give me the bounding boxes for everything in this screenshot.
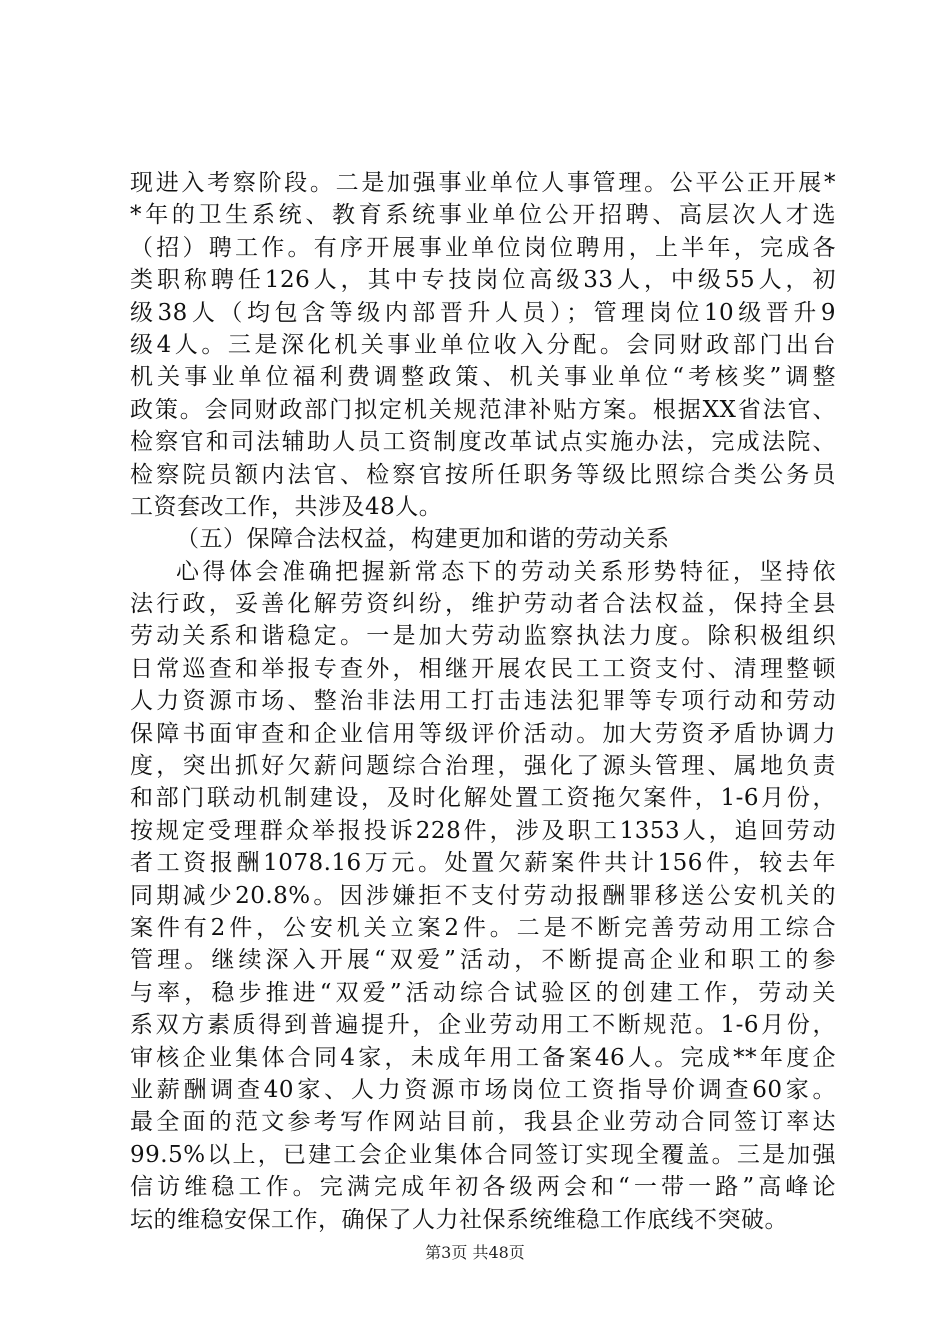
document-body xyxy=(130,167,836,1236)
text-line: 信访维稳工作。完满完成年初各级两会和“一带一路”高峰论 xyxy=(130,1174,836,1201)
text-line: 检察院员额内法官、检察官按所任职务等级比照综合类公务员 xyxy=(130,461,836,488)
text-line: 劳动关系和谐稳定。一是加大劳动监察执法力度。除积极组织 xyxy=(130,623,836,650)
text-line: 审核企业集体合同4家，未成年用工备案46人。完成**年度企 xyxy=(130,1044,836,1071)
text-line: （招）聘工作。有序开展事业单位岗位聘用，上半年，完成各 xyxy=(130,234,836,261)
text-line: 检察官和司法辅助人员工资制度改革试点实施办法，完成法院、 xyxy=(130,429,836,456)
text-line: 业薪酬调查40家、人力资源市场岗位工资指导价调查60家。 xyxy=(130,1076,836,1103)
text-line: 机关事业单位福利费调整政策、机关事业单位“考核奖”调整 xyxy=(130,364,836,391)
page-footer: 第3页 共48页 xyxy=(425,1243,525,1262)
text-line: 与率，稳步推进“双爱”活动综合试验区的创建工作，劳动关 xyxy=(130,979,836,1006)
text-line: 日常巡查和举报专查外，相继开展农民工工资支付、清理整顿 xyxy=(130,655,836,682)
text-line: 和部门联动机制建设，及时化解处置工资拖欠案件，1-6月份， xyxy=(130,785,836,812)
section-heading: （五）保障合法权益，构建更加和谐的劳动关系 xyxy=(176,526,670,553)
text-line: 工资套改工作，共涉及48人。 xyxy=(130,493,443,520)
text-line: 管理。继续深入开展“双爱”活动，不断提高企业和职工的参 xyxy=(130,947,836,974)
text-line: 类职称聘任126人，其中专技岗位高级33人，中级55人，初 xyxy=(130,267,836,294)
text-line: 同期减少20.8%。因涉嫌拒不支付劳动报酬罪移送公安机关的 xyxy=(130,882,836,909)
text-line: 坛的维稳安保工作，确保了人力社保系统维稳工作底线不突破。 xyxy=(130,1206,788,1233)
text-line: 人力资源市场、整治非法用工打击违法犯罪等专项行动和劳动 xyxy=(130,688,836,715)
text-line: *年的卫生系统、教育系统事业单位公开招聘、高层次人才选 xyxy=(130,202,836,229)
text-line: 法行政，妥善化解劳资纠纷，维护劳动者合法权益，保持全县 xyxy=(130,591,836,618)
text-line: 政策。会同财政部门拟定机关规范津补贴方案。根据XX省法官、 xyxy=(130,396,836,423)
text-line: 按规定受理群众举报投诉228件，涉及职工1353人，追回劳动 xyxy=(130,817,836,844)
text-line: 保障书面审查和企业信用等级评价活动。加大劳资矛盾协调力 xyxy=(130,720,836,747)
text-line: 级4人。三是深化机关事业单位收入分配。会同财政部门出台 xyxy=(130,331,836,358)
text-line: 99.5%以上，已建工会企业集体合同签订实现全覆盖。三是加强 xyxy=(130,1141,836,1168)
text-line: 系双方素质得到普遍提升，企业劳动用工不断规范。1-6月份， xyxy=(130,1012,836,1039)
text-line: 案件有2件，公安机关立案2件。二是不断完善劳动用工综合 xyxy=(130,914,836,941)
text-line: 度，突出抓好欠薪问题综合治理，强化了源头管理、属地负责 xyxy=(130,753,836,780)
text-line: 级38人（均包含等级内部晋升人员）；管理岗位10级晋升9 xyxy=(130,299,836,326)
text-line: 心得体会准确把握新常态下的劳动关系形势特征，坚持依 xyxy=(176,558,836,585)
text-line: 现进入考察阶段。二是加强事业单位人事管理。公平公正开展* xyxy=(130,170,836,196)
text-line: 最全面的范文参考写作网站目前，我县企业劳动合同签订率达 xyxy=(130,1109,836,1136)
text-line: 者工资报酬1078.16万元。处置欠薪案件共计156件，较去年 xyxy=(130,850,836,877)
